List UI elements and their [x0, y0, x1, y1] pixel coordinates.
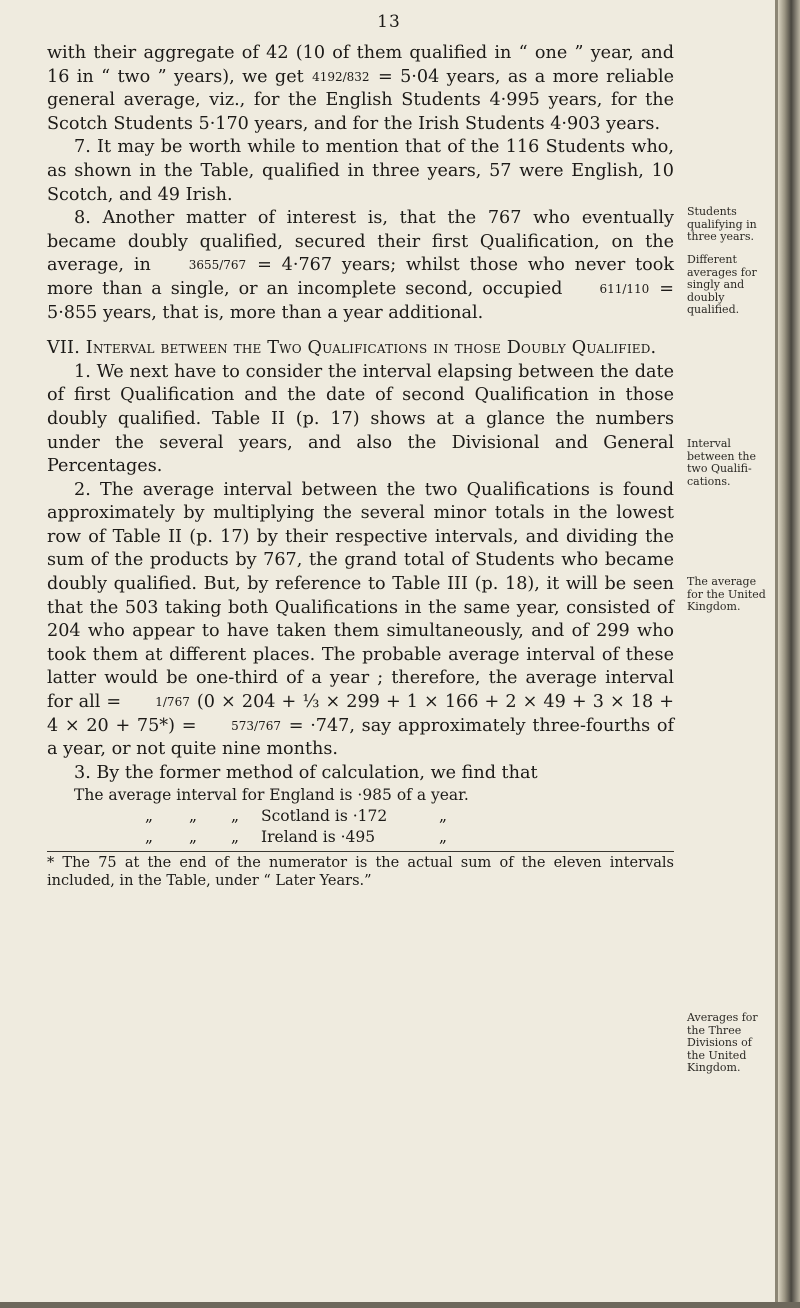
paragraph-8: 8. Another matter of interest is, that the 767 who eventually became doubly qualified, secured their first Qualification, on the average, in 3655/767 = 4·767 years; whilst those who never took more than a single, or an incomplete second, occupied 611/110 = 5·855 years, that is, more than a year additional. [47, 208, 675, 323]
margin-note: The average for the United Kingdom. [687, 575, 766, 613]
fraction: 1/767 [155, 695, 190, 710]
average-ireland: „ „ „ Ireland is ·495 „ [145, 828, 448, 847]
paragraph-continuation: with their aggregate of 42 (10 of them qualified in “ one ” year, and 16 in “ two ” years), we get 4192/832 = 5·04 years, as a more reliable general average, viz., for the English Students 4·995 years, for the Scotch Students 5·170 years, and for the Irish Students 4·903 years. [47, 43, 675, 134]
fraction: 573/767 [231, 718, 282, 733]
paragraph-3: 3. By the former method of calculation, we find that [74, 762, 538, 783]
fraction: 4192/832 [312, 69, 370, 84]
averages-list [47, 785, 674, 848]
margin-note: Averages for the Three Divisions of the United Kingdom. [687, 1011, 758, 1074]
fraction: 3655/767 [188, 258, 247, 273]
paragraph-1: 1. We next have to consider the interval elapsing between the date of first Qualification and the date of second Qualification in those doubly qualified. Table II (p. 17) shows at a glance the numbers under the several years, and also the Divisional and General Percentages. [47, 361, 674, 477]
average-england: The average interval for England is ·985 of a year. [74, 786, 469, 805]
margin-note: Different averages for singly and doubly qualified. [687, 253, 757, 316]
page-number: 13 [377, 12, 401, 32]
paragraph-2: 2. The average interval between the two Qualifications is found approximately by multiplying the several minor totals in the lowest row of Table II (p. 17) by their respective intervals, and dividing the sum of the products by 767, the grand total of Students who became doubly qualified. But, by reference to Table III (p. 18), it will be seen that the 503 taking both Qualifications in the same year, consisted of 204 who appear to have taken them simultaneously, and of 299 who took them at different places. The probable average interval of these latter would be one-third of a year ; therefore, the average interval for all = 1/767 (0 × 204 + ⅓ × 299 + 1 × 166 + 2 × 49 + 3 × 18 + 4 × 20 + 75*) = 573/767 = ·747, say approximately three-fourths of a year, or not quite nine months. [47, 479, 675, 760]
average-scotland: „ „ „ Scotland is ·172 „ [145, 807, 448, 826]
fraction: 611/110 [599, 281, 650, 296]
book-spine [778, 0, 800, 1308]
footnote-divider [47, 851, 674, 852]
section-heading: VII. Interval between the Two Qualifications in those Doubly Qualified. [47, 338, 657, 359]
margin-note: Students qualifying in three years. [687, 205, 757, 243]
paragraph-7: 7. It may be worth while to mention that of the 116 Students who, as shown in the Table, qualified in three years, 57 were English, 10 Scotch, and 49 Irish. [47, 137, 674, 205]
margin-note: Interval between the two Qualifi-cations. [687, 437, 757, 488]
page-bottom-edge [0, 1302, 800, 1308]
footnote: * The 75 at the end of the numerator is the actual sum of the eleven intervals included, in the Table, under “ Later Years.” [47, 855, 674, 890]
main-text [47, 42, 674, 890]
